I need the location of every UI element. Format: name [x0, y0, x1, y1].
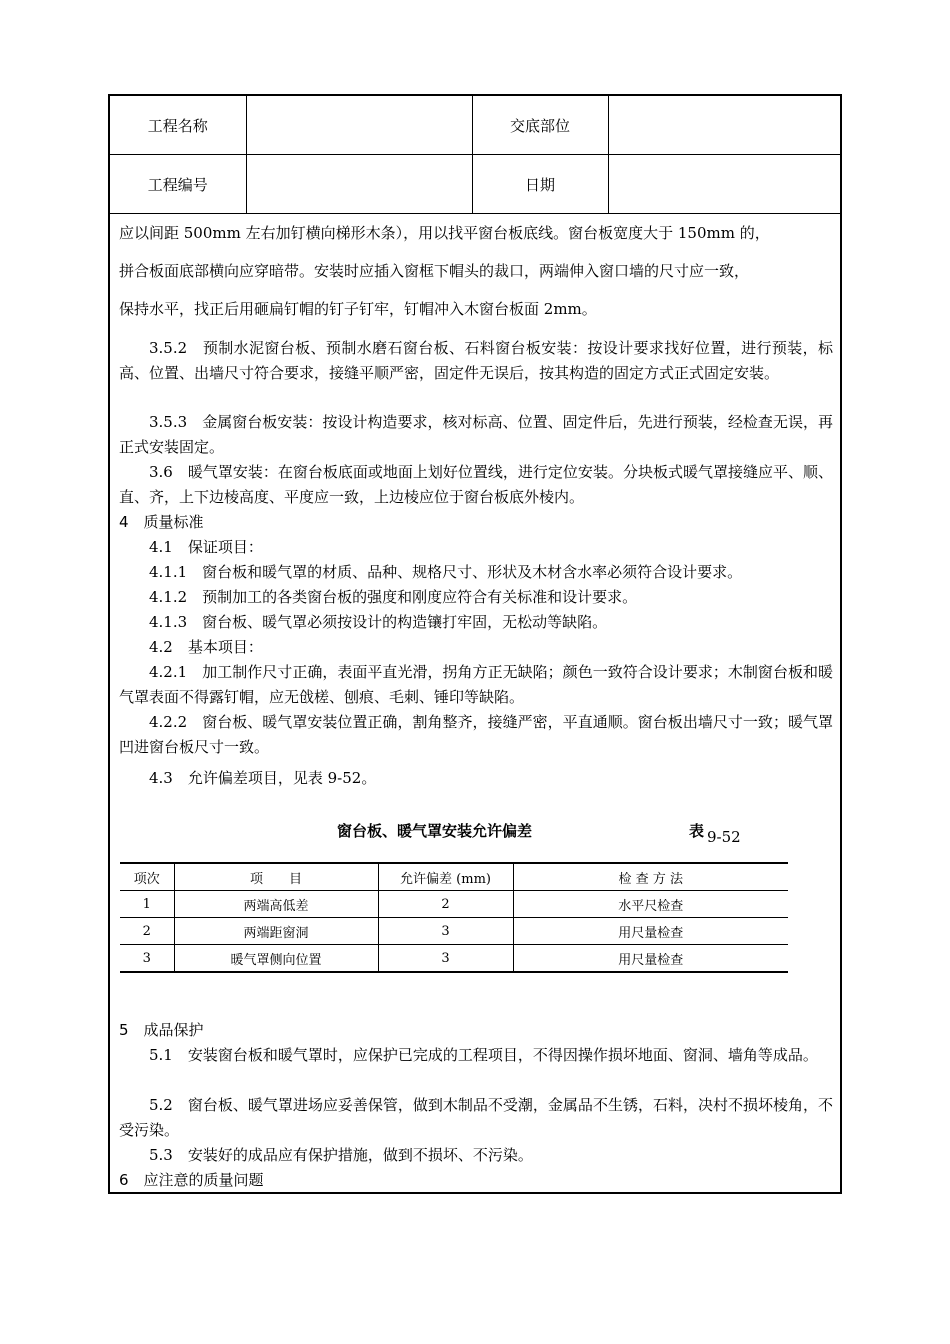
cell-no: 2: [120, 918, 174, 945]
para-4-3: 4.3 允许偏差项目，见表 9-52。: [149, 769, 377, 787]
table-row: [120, 891, 788, 918]
project-name-value: [246, 96, 472, 155]
para-4-2-1: 4.2.1 加工制作尺寸正确，表面平直光滑，拐角方正无缺陷；颜色一致符合设计要求；木制窗台板和暖气罩表面不得露钉帽，应无戗槎、刨痕、毛刺、锤印等缺陷。: [119, 663, 833, 706]
col-header-item: 项 目: [174, 863, 378, 891]
cell-no: 1: [120, 891, 174, 918]
para-3-5-3: 3.5.3 金属窗台板安装：按设计构造要求，核对标高、位置、固定件后，先进行预装，经检查无误，再正式安装固定。: [119, 413, 833, 456]
col-header-method: 检 查 方 法: [513, 863, 788, 891]
para-4-1: 4.1 保证项目：: [149, 538, 263, 556]
document-frame: [108, 94, 842, 1194]
cell-method: 水平尺检查: [513, 891, 788, 918]
para-5-3: 5.3 安装好的成品应有保护措施，做到不损坏、不污染。: [149, 1146, 533, 1164]
project-no-label: 工程编号: [110, 155, 246, 214]
cell-no: 3: [120, 945, 174, 973]
date-label: 日期: [472, 155, 608, 214]
section-6-heading: 6 应注意的质量问题: [119, 1171, 264, 1189]
part-label: 交底部位: [472, 96, 608, 155]
date-value: [608, 155, 840, 214]
table-biao-label: 表: [689, 822, 705, 840]
col-header-no: 项次: [120, 863, 174, 891]
section-4-heading: 4 质量标准: [119, 513, 204, 531]
para-3-5-2: 3.5.2 预制水泥窗台板、预制水磨石窗台板、石料窗台板安装：按设计要求找好位置，进行预装，标高、位置、出墙尺寸符合要求，接缝平顺严密，固定件无误后，按其构造的固定方式正式固定安装。: [119, 339, 833, 382]
col-header-tolerance: 允许偏差 (mm): [378, 863, 513, 891]
cell-tolerance: 3: [378, 945, 513, 973]
para-3-6: 3.6 暖气罩安装：在窗台板底面或地面上划好位置线，进行定位安装。分块板式暖气罩接缝应平、顺、直、齐，上下边棱高度、平度应一致，上边棱应位于窗台板底外棱内。: [119, 463, 833, 506]
para-4-1-2: 4.1.2 预制加工的各类窗台板的强度和刚度应符合有关标准和设计要求。: [149, 588, 638, 606]
para-4-2-2: 4.2.2 窗台板、暖气罩安装位置正确，割角整齐，接缝严密，平直通顺。窗台板出墙尺寸一致；暖气罩凹进窗台板尺寸一致。: [119, 713, 833, 756]
cell-method: 用尺量检查: [513, 945, 788, 973]
para-5-1: 5.1 安装窗台板和暖气罩时，应保护已完成的工程项目，不得因操作损坏地面、窗洞、墙角等成品。: [149, 1046, 818, 1064]
cell-tolerance: 2: [378, 891, 513, 918]
table-row: [120, 918, 788, 945]
text-line-2: 拼合板面底部横向应穿暗带。安装时应插入窗框下帽头的裁口，两端伸入窗口墙的尺寸应一致，: [119, 262, 750, 280]
deviation-table: [120, 862, 788, 973]
project-name-label: 工程名称: [110, 96, 246, 155]
text-line-1: 应以间距 500mm 左右加钉横向梯形木条），用以找平窗台板底线。窗台板宽度大于 150mm 的，: [119, 224, 770, 242]
cell-item: 暖气罩侧向位置: [174, 945, 378, 973]
cell-method: 用尺量检查: [513, 918, 788, 945]
text-line-3: 保持水平，找正后用砸扁钉帽的钉子钉牢，钉帽冲入木窗台板面 2mm。: [119, 300, 597, 318]
para-4-2: 4.2 基本项目：: [149, 638, 263, 656]
para-5-2: 5.2 窗台板、暖气罩进场应妥善保管，做到木制品不受潮，金属品不生锈，石料，决村不损坏棱角，不受污染。: [119, 1096, 833, 1139]
project-no-value: [246, 155, 472, 214]
header-table: [110, 96, 840, 214]
para-4-1-3: 4.1.3 窗台板、暖气罩必须按设计的构造镶打牢固，无松动等缺陷。: [149, 613, 608, 631]
section-5-heading: 5 成品保护: [119, 1021, 204, 1039]
cell-item: 两端距窗洞: [174, 918, 378, 945]
table-row: [120, 945, 788, 973]
cell-tolerance: 3: [378, 918, 513, 945]
part-value: [608, 96, 840, 155]
table-caption: 窗台板、暖气罩安装允许偏差: [337, 822, 533, 840]
cell-item: 两端高低差: [174, 891, 378, 918]
table-number: 9-52: [707, 828, 741, 846]
para-4-1-1: 4.1.1 窗台板和暖气罩的材质、品种、规格尺寸、形状及木材含水率必须符合设计要求。: [149, 563, 743, 581]
